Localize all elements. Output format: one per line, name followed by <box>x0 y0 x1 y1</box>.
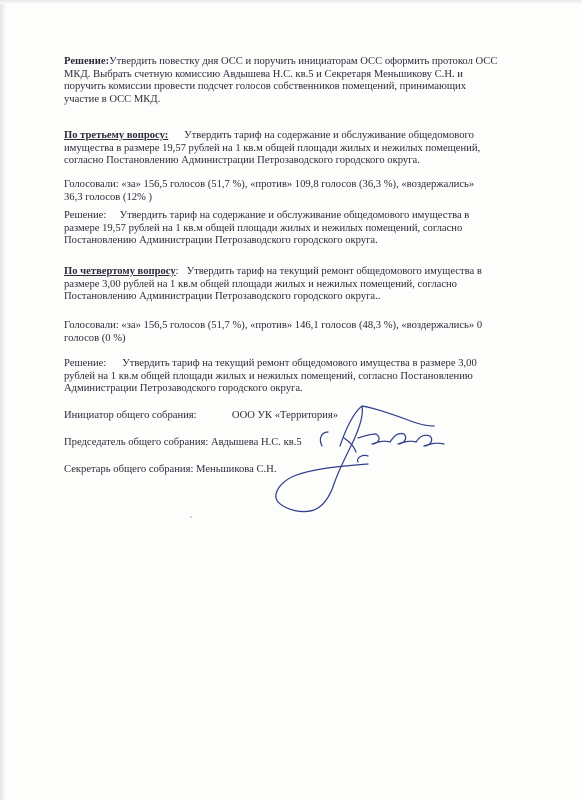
decision-text-line: Постановлению Администрации Петрозаводского городского округа. <box>64 235 378 247</box>
decision-text-line: рублей на 1 кв.м общей площади жилых и нежилых помещений, согласно Постановлению <box>64 370 473 382</box>
question-3-paragraph <box>64 130 534 168</box>
decision-text-line: поручить комиссии провести подсчет голосов собственников помещений, принимающих <box>64 81 467 93</box>
decision-label: Решение: <box>64 210 107 221</box>
question-text-line: размере 3,00 рублей на 1 кв.м общей площади жилых и нежилых помещений, согласно <box>64 278 457 290</box>
decision-text-line: Утвердить тариф на содержание и обслуживание общедомового имущества в <box>119 210 470 221</box>
question-4-decision <box>64 358 534 396</box>
question-4-paragraph <box>64 266 534 304</box>
vote-text-line: 36,3 голосов (12% ) <box>64 191 153 203</box>
initiator-label: Инициатор общего собрания: <box>64 410 197 421</box>
decision-text-line: Администрации Петрозаводского городского округа. <box>64 383 303 395</box>
decision-text-line: Утвердить тариф на текущий ремонт общедомового имущества в размере 3,00 <box>122 358 477 369</box>
question-3-label: По третьему вопросу: <box>64 130 169 141</box>
decision-label: Решение: <box>64 56 110 67</box>
question-text-line: Утвердить тариф на текущий ремонт общедомового имущества в <box>186 266 482 277</box>
handwritten-signature <box>258 398 458 518</box>
secretary-label: Секретарь общего собрания: Меньшикова С.Н. <box>64 464 277 475</box>
question-4-label: По четвертому вопросу <box>64 266 176 277</box>
question-3-decision <box>64 210 534 248</box>
decision-text-line: участие в ОСС МКД. <box>64 93 161 105</box>
question-text-line: Утвердить тариф на содержание и обслуживание общедомового <box>184 130 474 141</box>
vote-text-line: Голосовали: «за» 156,5 голосов (51,7 %), «против» 109,8 голосов (36,3 %), «воздержались» <box>64 179 475 190</box>
decision-text-line: МКД. Выбрать счетную комиссию Авдышева Н.С. кв.5 и Секретаря Меньшикову С.Н. и <box>64 68 463 80</box>
decision-text-line: Утвердить повестку дня ОСС и поручить инициаторам ОСС оформить протокол ОСС <box>109 56 498 67</box>
question-4-vote <box>64 320 534 345</box>
initiator-value: ООО УК «Территория» <box>231 410 338 421</box>
scan-shadow-top <box>0 0 582 4</box>
question-3-vote <box>64 179 534 204</box>
question-text-line: согласно Постановлению Администрации Петрозаводского городского округа. <box>64 155 420 167</box>
scan-shadow-left <box>0 0 6 800</box>
vote-text-line: Голосовали: «за» 156,5 голосов (51,7 %), «против» 146,1 голосов (48,3 %), «воздержались» 0 <box>64 320 483 331</box>
vote-text-line: голосов (0 %) <box>64 332 126 344</box>
scan-speck <box>190 516 192 518</box>
question-text-line: Постановлению Администрации Петрозаводского городского округа.. <box>64 291 381 303</box>
decision-label: Решение: <box>64 358 107 369</box>
question-4-colon: : <box>175 266 179 277</box>
decision-agenda-paragraph <box>64 56 526 106</box>
question-text-line: имущества в размере 19,57 рублей на 1 кв.м общей площади жилых и нежилых помещений, <box>64 142 481 154</box>
chair-label: Председатель общего собрания: Авдышева Н.С. кв.5 <box>64 437 302 448</box>
decision-text-line: размере 19,57 рублей на 1 кв.м общей площади жилых и нежилых помещений, согласно <box>64 222 463 234</box>
